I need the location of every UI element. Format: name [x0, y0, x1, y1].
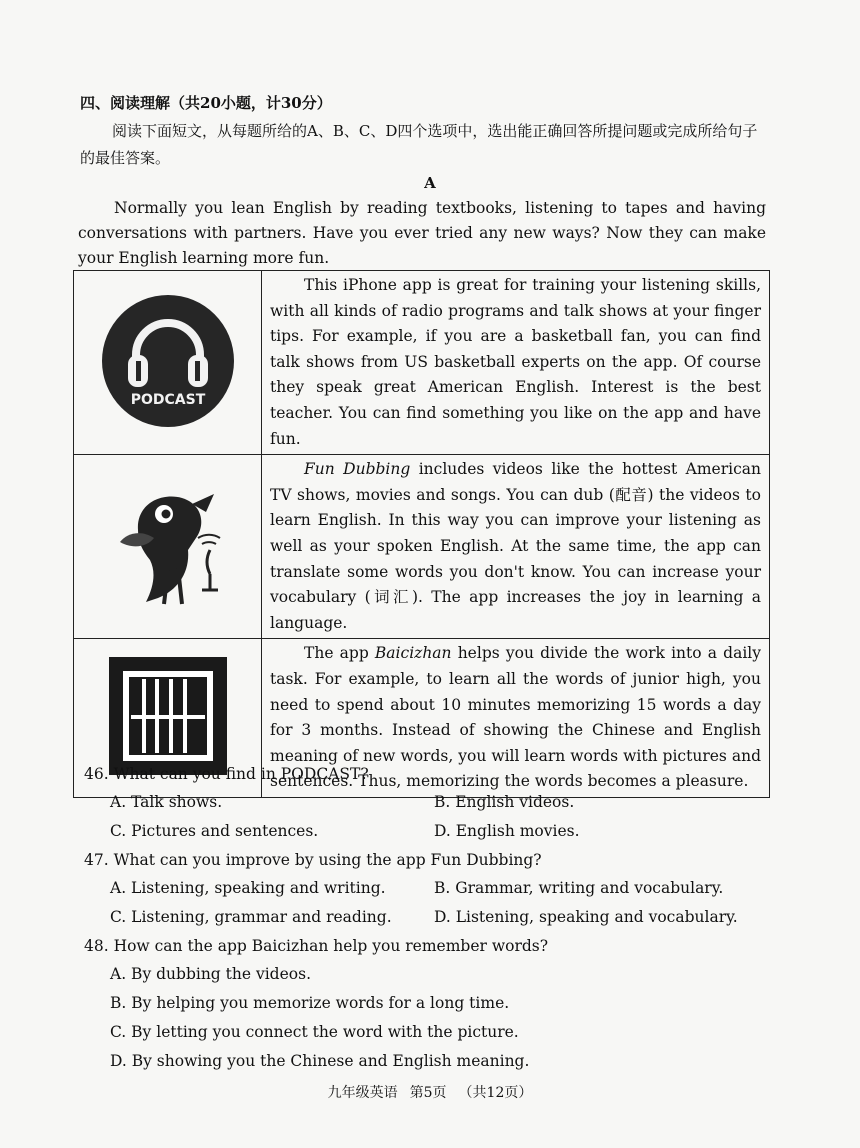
- question-48: 48. How can the app Baicizhan help you remember words?: [84, 937, 549, 955]
- apps-table: [73, 270, 770, 798]
- question-47-options: [84, 874, 774, 932]
- baicizhan-pre: The app: [304, 644, 375, 663]
- option: B. By helping you memorize words for a long time.: [110, 994, 510, 1012]
- podcast-description: [262, 271, 770, 455]
- passage-intro: Normally you lean English by reading textbooks, listening to tapes and having conversations with partners. Have you ever tried any new ways? Now they can make your English learning more fun.: [78, 199, 766, 267]
- fun-dubbing-logo-cell: [74, 455, 262, 639]
- footer-subject: 九年级英语: [327, 1085, 398, 1101]
- option: D. Listening, speaking and vocabulary.: [434, 908, 738, 926]
- passage-label: A: [424, 174, 436, 192]
- page-footer: [0, 1082, 860, 1102]
- fun-dubbing-description: [262, 455, 770, 639]
- option: B. English videos.: [434, 793, 575, 811]
- baicizhan-icon: [109, 657, 227, 775]
- fun-dubbing-text: includes videos like the hottest American TV shows, movies and songs. You can dub (配音) the videos to learn English. In this way you can improve your listening as well as your spoken English. At the same time, the app can translate some words you don't know. You can increase your vocabulary (词汇). The app increases the joy in learning a language.: [270, 460, 761, 632]
- option: C. Listening, grammar and reading.: [110, 908, 392, 926]
- option: B. Grammar, writing and vocabulary.: [434, 879, 724, 897]
- baicizhan-name: Baicizhan: [374, 644, 452, 663]
- questions: [84, 760, 774, 1076]
- podcast-icon: [98, 291, 238, 431]
- option: C. By letting you connect the word with the picture.: [110, 1023, 519, 1041]
- parrot-icon: [98, 480, 238, 610]
- footer-page: 第5页: [409, 1085, 447, 1101]
- section-title: 四、阅读理解（共20小题，计30分）: [80, 94, 332, 112]
- question-48-options: [84, 960, 774, 1076]
- option: A. Talk shows.: [110, 793, 223, 811]
- option: A. Listening, speaking and writing.: [110, 879, 386, 897]
- option: A. By dubbing the videos.: [110, 965, 311, 983]
- question-46: 46. What can you find in PODCAST?: [84, 765, 369, 783]
- section-instruction: 阅读下面短文，从每题所给的A、B、C、D四个选项中，选出能正确回答所提问题或完成所给句子的最佳答案。: [80, 122, 758, 167]
- option: D. By showing you the Chinese and English meaning.: [110, 1052, 530, 1070]
- podcast-text: This iPhone app is great for training your listening skills, with all kinds of radio programs and talk shows at your finger tips. For example, if you are a basketball fan, you can find talk shows from US basketball experts on the app. Of course they speak great American English. Interest is the best teacher. You can find something you like on the app and have fun.: [270, 276, 761, 448]
- table-row: [74, 271, 770, 455]
- option: D. English movies.: [434, 822, 580, 840]
- baicizhan-text: helps you divide the work into a daily task. For example, to learn all the words of junior high, you need to spend about 10 minutes memorizing 15 words a day for 3 months. Instead of showing the Chinese and English meaning of new words, you will learn words with pictures and sentences. Thus, memorizing the words becomes a pleasure.: [270, 644, 761, 791]
- question-46-options: [84, 788, 774, 846]
- question-47: 47. What can you improve by using the app Fun Dubbing?: [84, 851, 542, 869]
- table-row: [74, 455, 770, 639]
- podcast-logo-cell: [74, 271, 262, 455]
- option: C. Pictures and sentences.: [110, 822, 319, 840]
- footer-total: （共12页）: [458, 1085, 533, 1101]
- fun-dubbing-name: Fun Dubbing: [304, 460, 411, 479]
- podcast-logo-text: PODCAST: [130, 391, 205, 408]
